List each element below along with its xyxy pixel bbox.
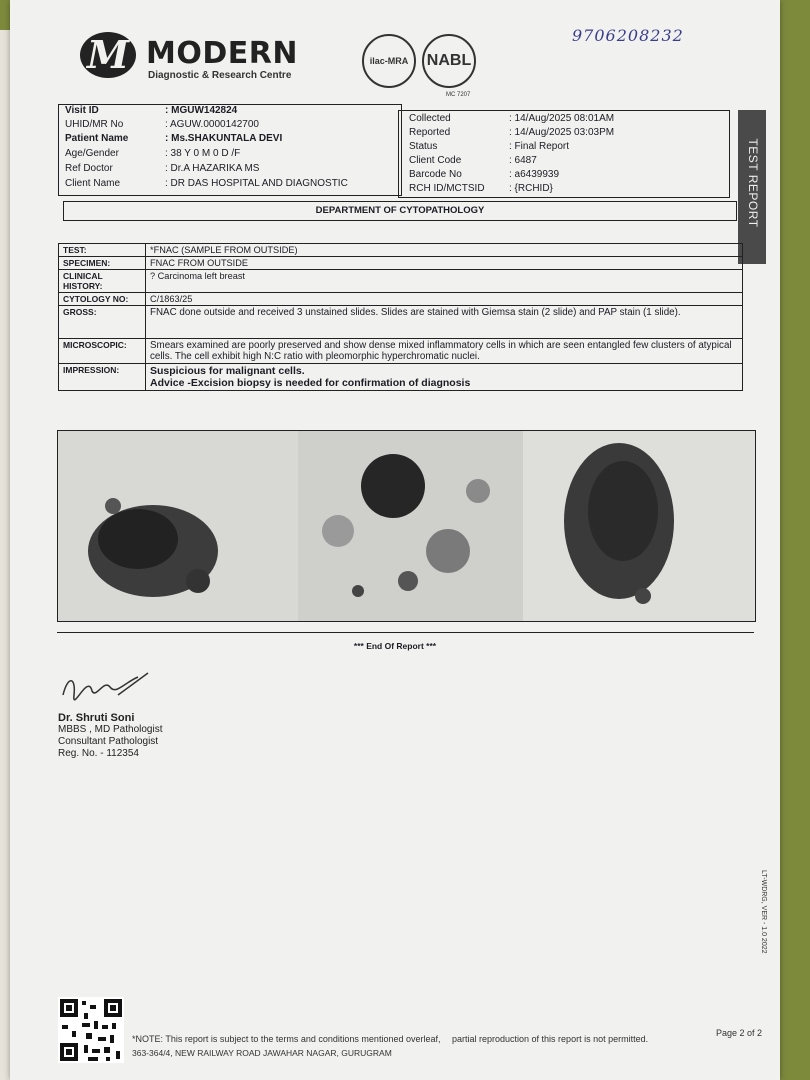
cytology-no-label: CYTOLOGY NO:: [59, 293, 146, 306]
collected-value: : 14/Aug/2025 08:01AM: [509, 113, 615, 124]
microscopy-image-3: [523, 431, 755, 621]
rch-id-value: : {RCHID}: [509, 183, 553, 194]
patient-name-label: Patient Name: [65, 133, 129, 144]
microscopy-image-1: [58, 431, 298, 621]
doctor-title: Consultant Pathologist: [58, 736, 159, 747]
qr-code-icon: [58, 997, 124, 1063]
reported-value: : 14/Aug/2025 03:03PM: [509, 127, 615, 138]
clinical-history-label: CLINICAL HISTORY:: [59, 270, 146, 293]
doctor-block: [58, 712, 162, 760]
table-row: [59, 293, 743, 306]
visit-id-label: Visit ID: [65, 105, 99, 116]
ref-doctor-value: : Dr.A HAZARIKA MS: [165, 163, 260, 174]
table-row: [59, 257, 743, 270]
doctor-signature: [58, 665, 158, 705]
age-gender-label: Age/Gender: [65, 148, 119, 159]
report-page: [10, 0, 780, 1080]
side-tab-label: TEST REPORT: [746, 138, 760, 228]
page-number: Page 2 of 2: [716, 1028, 763, 1038]
status-row: [409, 141, 569, 152]
uhid-value: : AGUW.0000142700: [165, 119, 259, 130]
impression-label: IMPRESSION:: [59, 364, 146, 391]
microscopy-image-2: [298, 431, 523, 621]
collected-row: [409, 113, 614, 124]
status-label: Status: [409, 141, 438, 152]
end-of-report: *** End Of Report ***: [353, 641, 437, 651]
report-table: [58, 243, 743, 391]
test-label: TEST:: [59, 244, 146, 257]
brand-logo-icon: M: [80, 32, 136, 78]
doctor-reg: Reg. No. - 112354: [58, 748, 139, 759]
table-row: [59, 364, 743, 391]
client-name-row: [65, 178, 348, 189]
cytology-no-value: C/1863/25: [146, 293, 743, 306]
footer-note-left: *NOTE: This report is subject to the terms and conditions mentioned overleaf,: [132, 1034, 441, 1044]
divider-line: [57, 632, 754, 633]
table-row: [59, 306, 743, 339]
ref-doctor-label: Ref Doctor: [65, 163, 113, 174]
age-gender-value: : 38 Y 0 M 0 D /F: [165, 148, 241, 159]
ref-doctor-row: [65, 163, 259, 174]
microscopic-value: Smears examined are poorly preserved and show dense mixed inflammatory cells in which are seen entangled few clusters of atypical cells. The cell exhibit high N:C ratio with pleomorphic hyperchromatic nuclei.: [146, 339, 743, 364]
table-row: [59, 244, 743, 257]
reported-row: [409, 127, 614, 138]
microscopy-images-panel: [57, 430, 756, 622]
age-gender-row: [65, 148, 240, 159]
impression-line-1: Suspicious for malignant cells.: [150, 365, 305, 377]
department-heading: DEPARTMENT OF CYTOPATHOLOGY: [63, 201, 737, 221]
microscopic-label: MICROSCOPIC:: [59, 339, 146, 364]
status-value: : Final Report: [509, 141, 570, 152]
reported-label: Reported: [409, 127, 451, 138]
doctor-degree: MBBS , MD Pathologist: [58, 724, 163, 735]
specimen-label: SPECIMEN:: [59, 257, 146, 270]
barcode-value: : a6439939: [509, 169, 560, 180]
barcode-row: [409, 169, 559, 180]
side-code: [760, 870, 770, 980]
patient-info-box: [58, 104, 402, 196]
impression-value: [146, 364, 743, 391]
test-value: *FNAC (SAMPLE FROM OUTSIDE): [146, 244, 743, 257]
side-code-text: LT-WDRG, VER - 1.0 2022: [760, 870, 767, 954]
table-row: [59, 339, 743, 364]
visit-id-value: : MGUW142824: [165, 105, 238, 116]
brand-subtitle: Diagnostic & Research Centre: [148, 70, 292, 81]
handwritten-phone-number: 9706208232: [572, 26, 684, 45]
specimen-value: FNAC FROM OUTSIDE: [146, 257, 743, 270]
uhid-row: [65, 119, 259, 130]
rch-id-label: RCH ID/MCTSID: [409, 183, 485, 194]
gross-label: GROSS:: [59, 306, 146, 339]
report-meta-box: [398, 110, 730, 198]
uhid-label: UHID/MR No: [65, 119, 124, 130]
brand-name: MODERN: [146, 36, 298, 71]
footer-note-right: partial reproduction of this report is not permitted.: [452, 1034, 649, 1044]
impression-line-2: Advice -Excision biopsy is needed for confirmation of diagnosis: [150, 377, 471, 389]
test-report-side-tab: [738, 110, 766, 264]
visit-id-row: [65, 105, 237, 116]
client-code-row: [409, 155, 537, 166]
client-name-value: : DR DAS HOSPITAL AND DIAGNOSTIC: [165, 178, 348, 189]
patient-name-value: : Ms.SHAKUNTALA DEVI: [165, 133, 283, 144]
table-row: [59, 270, 743, 293]
client-name-label: Client Name: [65, 178, 121, 189]
patient-name-row: [65, 133, 282, 144]
client-code-label: Client Code: [409, 155, 462, 166]
accreditation-caption: MC 7207: [446, 92, 471, 98]
barcode-label: Barcode No: [409, 169, 462, 180]
collected-label: Collected: [409, 113, 451, 124]
rch-id-row: [409, 183, 553, 194]
ilac-mra-badge-icon: ilac-MRA: [362, 34, 416, 88]
client-code-value: : 6487: [509, 155, 537, 166]
clinical-history-value: ? Carcinoma left breast: [146, 270, 743, 293]
footer-address: 363-364/4, NEW RAILWAY ROAD JAWAHAR NAGAR, GURUGRAM: [132, 1048, 392, 1058]
nabl-badge-icon: NABL: [422, 34, 476, 88]
gross-value: FNAC done outside and received 3 unstained slides. Slides are stained with Giemsa stain (2 slide) and PAP stain (1 slide).: [146, 306, 743, 339]
doctor-name: Dr. Shruti Soni: [58, 712, 135, 724]
